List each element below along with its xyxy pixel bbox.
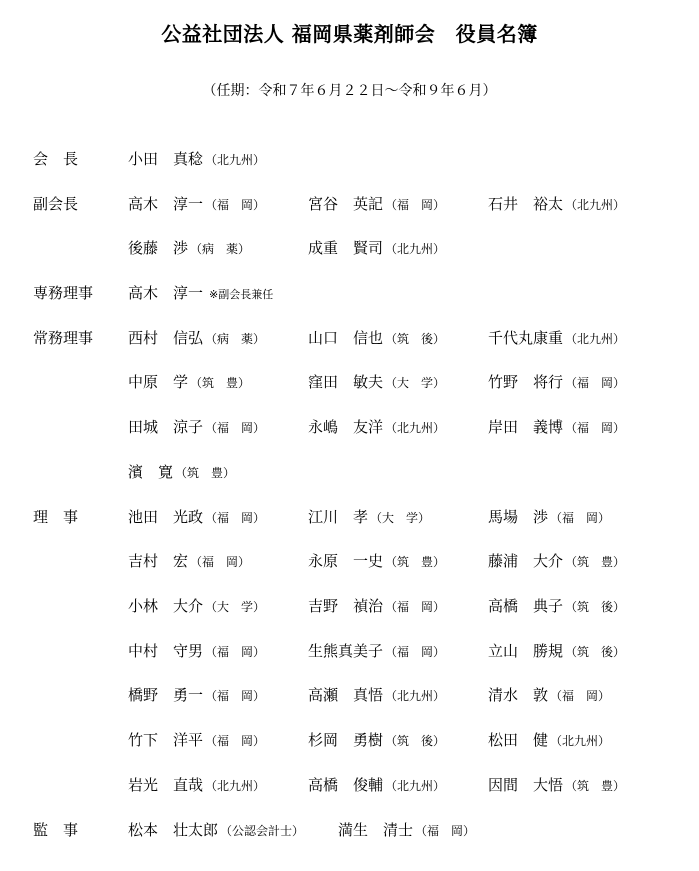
officer-name: 石井 裕太 bbox=[488, 195, 564, 213]
officer-name: 高橋 俊輔 bbox=[308, 776, 384, 794]
officer-name: 小田 真稔 bbox=[128, 150, 204, 168]
officer-branch: （北九州） bbox=[385, 689, 446, 703]
officer-name: 池田 光政 bbox=[128, 508, 204, 526]
officer-entry bbox=[308, 639, 445, 664]
officer-entry bbox=[308, 505, 430, 530]
officer-entry bbox=[308, 594, 445, 619]
officer-entry bbox=[128, 683, 265, 708]
officer-entry bbox=[338, 818, 475, 843]
officer-entry bbox=[488, 326, 625, 351]
officer-entry bbox=[488, 728, 610, 753]
roster-row bbox=[0, 281, 699, 305]
officer-branch: （筑 豊） bbox=[565, 779, 626, 793]
officer-branch: （筑 後） bbox=[385, 332, 446, 346]
officer-name: 千代丸康重 bbox=[488, 329, 564, 347]
officer-entry bbox=[128, 236, 250, 261]
officer-entry bbox=[488, 594, 625, 619]
roster-row bbox=[0, 460, 699, 484]
officer-entry bbox=[308, 192, 445, 217]
officer-name: 生熊真美子 bbox=[308, 642, 384, 660]
officer-entry bbox=[128, 415, 265, 440]
officer-name: 後藤 渉 bbox=[128, 239, 189, 257]
officer-branch: （北九州） bbox=[385, 242, 446, 256]
officer-branch: （筑 後） bbox=[565, 600, 626, 614]
officer-name: 清水 敦 bbox=[488, 686, 549, 704]
officer-name: 馬場 渉 bbox=[488, 508, 549, 526]
role-label-president: 会 長 bbox=[33, 150, 79, 168]
officer-name: 杉岡 勇樹 bbox=[308, 731, 384, 749]
officer-branch: （病 薬） bbox=[205, 332, 266, 346]
officer-entry bbox=[128, 460, 235, 485]
officer-branch: （大 学） bbox=[370, 511, 431, 525]
officer-name: 竹下 洋平 bbox=[128, 731, 204, 749]
officer-entry bbox=[128, 281, 273, 307]
officer-name: 高瀬 真悟 bbox=[308, 686, 384, 704]
roster-row bbox=[0, 549, 699, 573]
officer-branch: （北九州） bbox=[205, 153, 266, 167]
officer-entry bbox=[128, 773, 265, 798]
officer-name: 窪田 敏夫 bbox=[308, 373, 384, 391]
officer-name: 吉野 禎治 bbox=[308, 597, 384, 615]
officer-name: 高木 淳一 bbox=[128, 195, 204, 213]
officer-entry bbox=[128, 147, 265, 172]
roster-row bbox=[0, 594, 699, 618]
officer-name: 小林 大介 bbox=[128, 597, 204, 615]
officer-name: 成重 賢司 bbox=[308, 239, 384, 257]
officer-branch: （筑 後） bbox=[565, 645, 626, 659]
officer-name: 因間 大悟 bbox=[488, 776, 564, 794]
officer-name: 竹野 将行 bbox=[488, 373, 564, 391]
officer-entry bbox=[488, 192, 625, 217]
roster-row bbox=[0, 728, 699, 752]
officer-branch: （福 岡） bbox=[415, 824, 476, 838]
officer-name: 高橋 典子 bbox=[488, 597, 564, 615]
officer-entry bbox=[488, 683, 610, 708]
officer-branch: （北九州） bbox=[565, 198, 626, 212]
officer-name: 濱 寛 bbox=[128, 463, 174, 481]
officer-branch: （北九州） bbox=[205, 779, 266, 793]
officer-note: ※副会長兼任 bbox=[209, 288, 274, 301]
officer-branch: （福 岡） bbox=[565, 421, 626, 435]
role-label-managing-directors: 常務理事 bbox=[33, 329, 94, 347]
officer-entry bbox=[308, 370, 445, 395]
officer-entry bbox=[488, 549, 625, 574]
officer-entry bbox=[488, 370, 625, 395]
officer-name: 田城 涼子 bbox=[128, 418, 204, 436]
roster-row bbox=[0, 505, 699, 529]
role-label-vice-presidents: 副会長 bbox=[33, 195, 79, 213]
officer-entry bbox=[308, 549, 445, 574]
officer-branch: （筑 後） bbox=[385, 734, 446, 748]
officer-name: 江川 孝 bbox=[308, 508, 369, 526]
roster-row bbox=[0, 370, 699, 394]
roster-row bbox=[0, 147, 699, 171]
officer-name: 松本 壮太郎 bbox=[128, 821, 219, 839]
officer-name: 永嶋 友洋 bbox=[308, 418, 384, 436]
roster-row bbox=[0, 773, 699, 797]
officer-branch: （福 岡） bbox=[385, 198, 446, 212]
roster-row bbox=[0, 326, 699, 350]
role-label-auditors: 監 事 bbox=[33, 821, 79, 839]
officer-branch: （福 岡） bbox=[205, 689, 266, 703]
officer-entry bbox=[308, 773, 445, 798]
officer-branch: （福 岡） bbox=[205, 198, 266, 212]
officer-entry bbox=[128, 818, 304, 843]
officer-name: 宮谷 英記 bbox=[308, 195, 384, 213]
officer-name: 中村 守男 bbox=[128, 642, 204, 660]
officer-branch: （北九州） bbox=[385, 421, 446, 435]
officer-branch: （福 岡） bbox=[190, 555, 251, 569]
officer-branch: （福 岡） bbox=[550, 511, 611, 525]
officer-branch: （公認会計士） bbox=[220, 824, 305, 838]
officer-branch: （北九州） bbox=[550, 734, 611, 748]
officer-entry bbox=[308, 415, 445, 440]
officer-name: 中原 学 bbox=[128, 373, 189, 391]
officer-name: 立山 勝規 bbox=[488, 642, 564, 660]
role-label-directors: 理 事 bbox=[33, 508, 79, 526]
officer-entry bbox=[128, 326, 265, 351]
officer-branch: （福 岡） bbox=[385, 645, 446, 659]
officer-entry bbox=[308, 683, 445, 708]
officer-entry bbox=[308, 236, 445, 261]
officer-entry bbox=[128, 639, 265, 664]
officer-name: 吉村 宏 bbox=[128, 552, 189, 570]
officer-name: 藤浦 大介 bbox=[488, 552, 564, 570]
officer-name: 高木 淳一 bbox=[128, 284, 204, 302]
roster-row bbox=[0, 818, 699, 842]
officer-branch: （大 学） bbox=[385, 376, 446, 390]
officer-name: 岸田 義博 bbox=[488, 418, 564, 436]
officer-branch: （大 学） bbox=[205, 600, 266, 614]
officer-entry bbox=[488, 639, 625, 664]
officer-name: 永原 一史 bbox=[308, 552, 384, 570]
officer-entry bbox=[128, 594, 265, 619]
officer-entry bbox=[128, 370, 250, 395]
roster-row bbox=[0, 192, 699, 216]
officer-branch: （筑 豊） bbox=[385, 555, 446, 569]
officer-name: 満生 清士 bbox=[338, 821, 414, 839]
officer-branch: （福 岡） bbox=[565, 376, 626, 390]
officer-entry bbox=[128, 192, 265, 217]
officer-entry bbox=[488, 415, 625, 440]
roster-row bbox=[0, 683, 699, 707]
officer-branch: （福 岡） bbox=[205, 734, 266, 748]
officer-name: 松田 健 bbox=[488, 731, 549, 749]
officer-entry bbox=[128, 505, 265, 530]
roster-row bbox=[0, 415, 699, 439]
officer-branch: （北九州） bbox=[565, 332, 626, 346]
page-title: 公益社団法人 福岡県薬剤師会 役員名簿 bbox=[161, 22, 538, 46]
officer-entry bbox=[488, 505, 610, 530]
officer-name: 岩光 直哉 bbox=[128, 776, 204, 794]
role-label-executive-director: 専務理事 bbox=[33, 284, 94, 302]
officer-entry bbox=[488, 773, 625, 798]
officer-branch: （福 岡） bbox=[550, 689, 611, 703]
officer-branch: （北九州） bbox=[385, 779, 446, 793]
officer-entry bbox=[128, 728, 265, 753]
officer-name: 山口 信也 bbox=[308, 329, 384, 347]
officer-entry bbox=[308, 728, 445, 753]
officer-branch: （福 岡） bbox=[205, 511, 266, 525]
officer-branch: （病 薬） bbox=[190, 242, 251, 256]
officer-branch: （筑 豊） bbox=[190, 376, 251, 390]
officer-branch: （筑 豊） bbox=[175, 466, 236, 480]
officer-name: 西村 信弘 bbox=[128, 329, 204, 347]
officer-branch: （福 岡） bbox=[205, 421, 266, 435]
officer-branch: （福 岡） bbox=[205, 645, 266, 659]
officer-name: 橋野 勇一 bbox=[128, 686, 204, 704]
roster-row bbox=[0, 639, 699, 663]
term-of-office: （任期：令和７年６月２２日～令和９年６月） bbox=[202, 83, 497, 99]
officer-branch: （福 岡） bbox=[385, 600, 446, 614]
officer-entry bbox=[128, 549, 250, 574]
officer-branch: （筑 豊） bbox=[565, 555, 626, 569]
roster-row bbox=[0, 236, 699, 260]
officer-entry bbox=[308, 326, 445, 351]
